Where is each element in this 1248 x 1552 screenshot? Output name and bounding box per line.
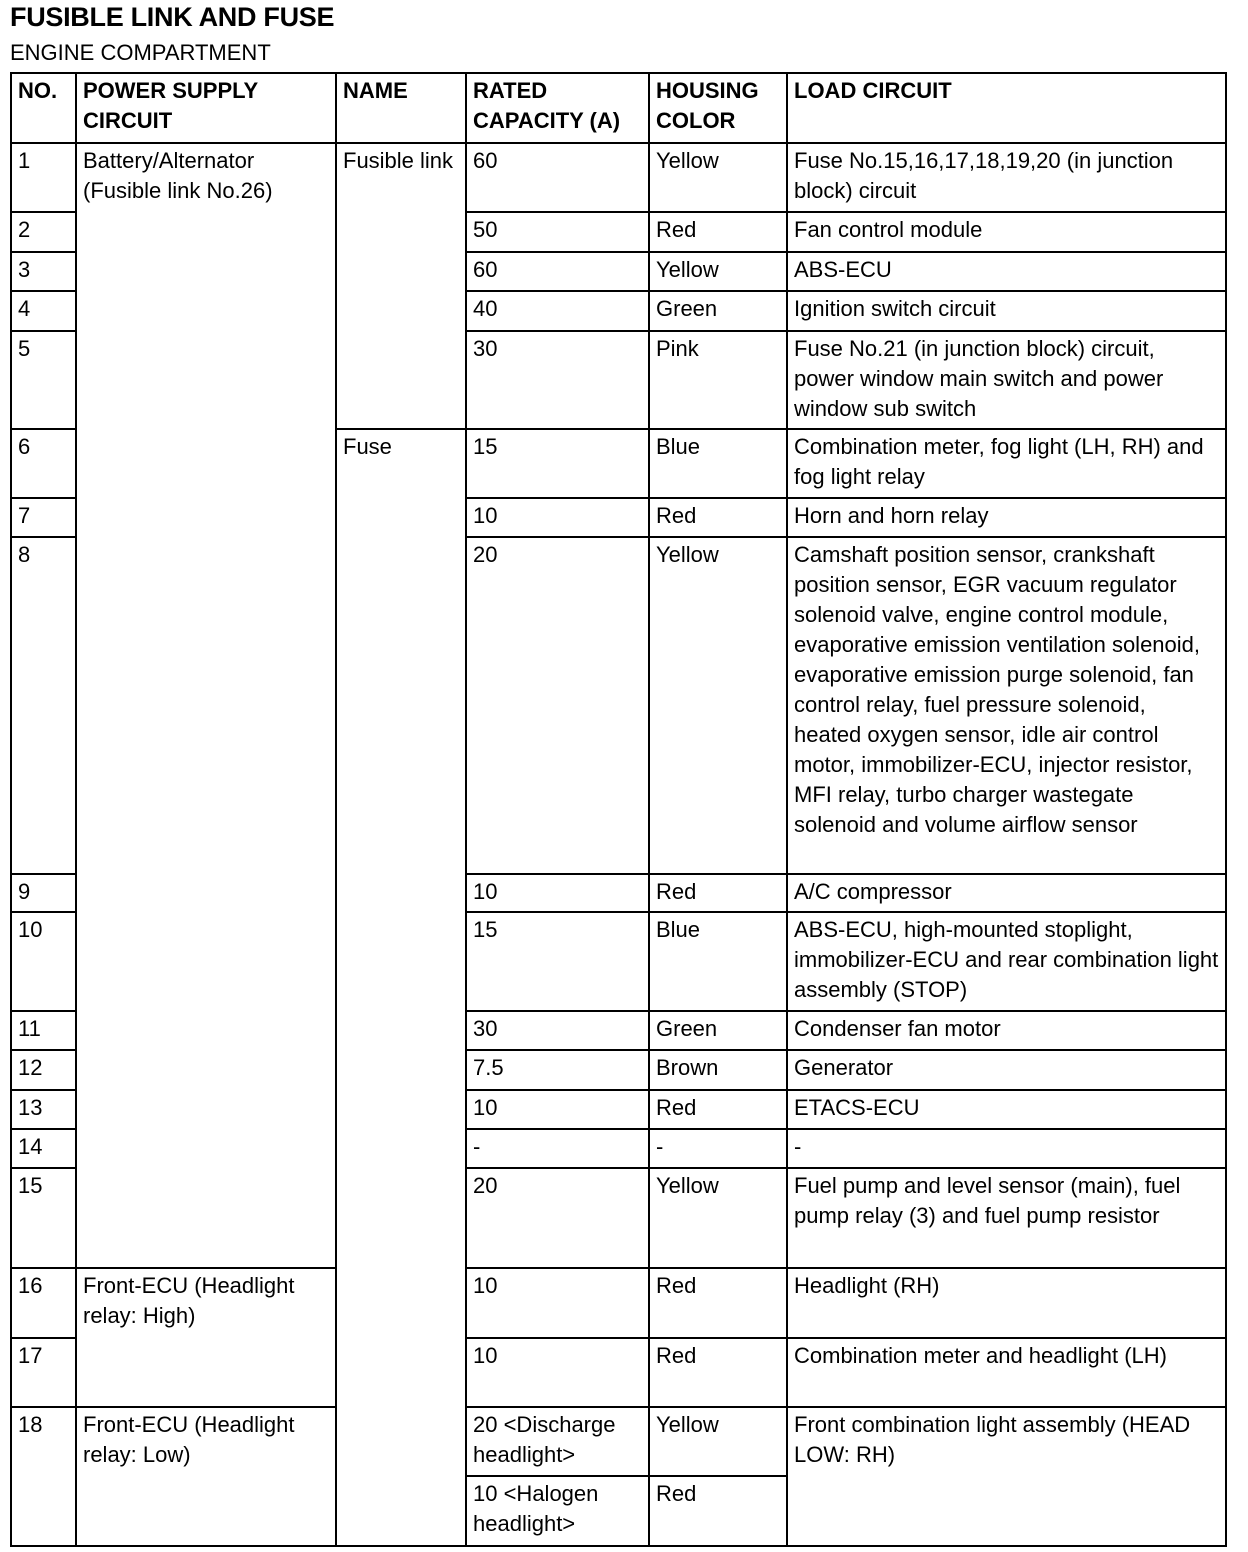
power-supply-circuit: Battery/Alternator (Fusible link No.26)	[76, 143, 336, 1268]
fuse-number: 3	[11, 252, 76, 291]
rated-capacity: 15	[466, 429, 649, 498]
rated-capacity: 10 <Halogen headlight>	[466, 1476, 649, 1546]
power-supply-circuit: Front-ECU (Headlight relay: Low)	[76, 1407, 336, 1546]
table-row	[11, 1268, 1226, 1338]
load-circuit: Fuse No.15,16,17,18,19,20 (in junction block) circuit	[787, 143, 1226, 212]
fuse-number: 9	[11, 874, 76, 912]
housing-color: Blue	[649, 429, 787, 498]
rated-capacity: 10	[466, 498, 649, 537]
housing-color: Red	[649, 874, 787, 912]
header-name: NAME	[336, 73, 466, 143]
housing-color: Red	[649, 1476, 787, 1546]
housing-color: Yellow	[649, 1407, 787, 1476]
fuse-table	[10, 72, 1227, 1547]
housing-color: Red	[649, 1268, 787, 1338]
rated-capacity: 7.5	[466, 1050, 649, 1090]
housing-color: Red	[649, 1338, 787, 1407]
fuse-number: 8	[11, 537, 76, 874]
fuse-number: 11	[11, 1011, 76, 1050]
fuse-number: 7	[11, 498, 76, 537]
load-circuit: -	[787, 1129, 1226, 1168]
rated-capacity: 40	[466, 291, 649, 331]
rated-capacity: 20	[466, 537, 649, 874]
fuse-number: 2	[11, 212, 76, 252]
housing-color: Red	[649, 1090, 787, 1129]
housing-color: Yellow	[649, 537, 787, 874]
load-circuit: Ignition switch circuit	[787, 291, 1226, 331]
header-capacity: RATED CAPACITY (A)	[466, 73, 649, 143]
fuse-name: Fusible link	[336, 143, 466, 429]
housing-color: Brown	[649, 1050, 787, 1090]
load-circuit: Condenser fan motor	[787, 1011, 1226, 1050]
load-circuit: Fuel pump and level sensor (main), fuel pump relay (3) and fuel pump resistor	[787, 1168, 1226, 1268]
load-circuit: A/C compressor	[787, 874, 1226, 912]
fuse-number: 18	[11, 1407, 76, 1546]
fuse-number: 12	[11, 1050, 76, 1090]
section-subtitle: ENGINE COMPARTMENT	[10, 40, 271, 65]
rated-capacity: 20 <Discharge headlight>	[466, 1407, 649, 1476]
rated-capacity: 50	[466, 212, 649, 252]
rated-capacity: 20	[466, 1168, 649, 1268]
housing-color: Green	[649, 1011, 787, 1050]
housing-color: Red	[649, 498, 787, 537]
load-circuit: Headlight (RH)	[787, 1268, 1226, 1338]
page-title: FUSIBLE LINK AND FUSE	[10, 2, 335, 32]
table-row	[11, 143, 1226, 212]
fuse-number: 13	[11, 1090, 76, 1129]
load-circuit: Combination meter, fog light (LH, RH) and fog light relay	[787, 429, 1226, 498]
rated-capacity: 10	[466, 1090, 649, 1129]
fuse-number: 14	[11, 1129, 76, 1168]
housing-color: -	[649, 1129, 787, 1168]
header-no: NO.	[11, 73, 76, 143]
rated-capacity: 10	[466, 874, 649, 912]
fuse-number: 1	[11, 143, 76, 212]
header-load: LOAD CIRCUIT	[787, 73, 1226, 143]
housing-color: Yellow	[649, 252, 787, 291]
rated-capacity: 15	[466, 912, 649, 1011]
header-power-supply: POWER SUPPLY CIRCUIT	[76, 73, 336, 143]
housing-color: Green	[649, 291, 787, 331]
rated-capacity: 30	[466, 1011, 649, 1050]
load-circuit: Combination meter and headlight (LH)	[787, 1338, 1226, 1407]
table-row	[11, 1407, 1226, 1476]
fuse-number: 10	[11, 912, 76, 1011]
housing-color: Yellow	[649, 143, 787, 212]
fuse-name: Fuse	[336, 429, 466, 1546]
housing-color: Blue	[649, 912, 787, 1011]
rated-capacity: 30	[466, 331, 649, 429]
header-color: HOUSING COLOR	[649, 73, 787, 143]
load-circuit: ABS-ECU, high-mounted stoplight, immobilizer-ECU and rear combination light assembly (STOP)	[787, 912, 1226, 1011]
fuse-number: 5	[11, 331, 76, 429]
load-circuit: ETACS-ECU	[787, 1090, 1226, 1129]
fuse-number: 16	[11, 1268, 76, 1338]
fuse-number: 6	[11, 429, 76, 498]
load-circuit: Fan control module	[787, 212, 1226, 252]
load-circuit: Horn and horn relay	[787, 498, 1226, 537]
header-row	[11, 73, 1226, 143]
fuse-number: 15	[11, 1168, 76, 1268]
rated-capacity: -	[466, 1129, 649, 1168]
housing-color: Yellow	[649, 1168, 787, 1268]
load-circuit: Front combination light assembly (HEAD LOW: RH)	[787, 1407, 1226, 1546]
housing-color: Red	[649, 212, 787, 252]
rated-capacity: 60	[466, 252, 649, 291]
rated-capacity: 60	[466, 143, 649, 212]
rated-capacity: 10	[466, 1268, 649, 1338]
fuse-number: 17	[11, 1338, 76, 1407]
housing-color: Pink	[649, 331, 787, 429]
fuse-number: 4	[11, 291, 76, 331]
power-supply-circuit: Front-ECU (Headlight relay: High)	[76, 1268, 336, 1407]
load-circuit: ABS-ECU	[787, 252, 1226, 291]
load-circuit: Fuse No.21 (in junction block) circuit, power window main switch and power window sub switch	[787, 331, 1226, 429]
rated-capacity: 10	[466, 1338, 649, 1407]
load-circuit: Camshaft position sensor, crankshaft position sensor, EGR vacuum regulator solenoid valve, engine control module, evaporative emission ventilation solenoid, evaporative emission purge solenoid, fan control relay, fuel pressure solenoid, heated oxygen sensor, idle air control motor, immobilizer-ECU, injector resistor, MFI relay, turbo charger wastegate solenoid and volume airflow sensor	[787, 537, 1226, 874]
load-circuit: Generator	[787, 1050, 1226, 1090]
